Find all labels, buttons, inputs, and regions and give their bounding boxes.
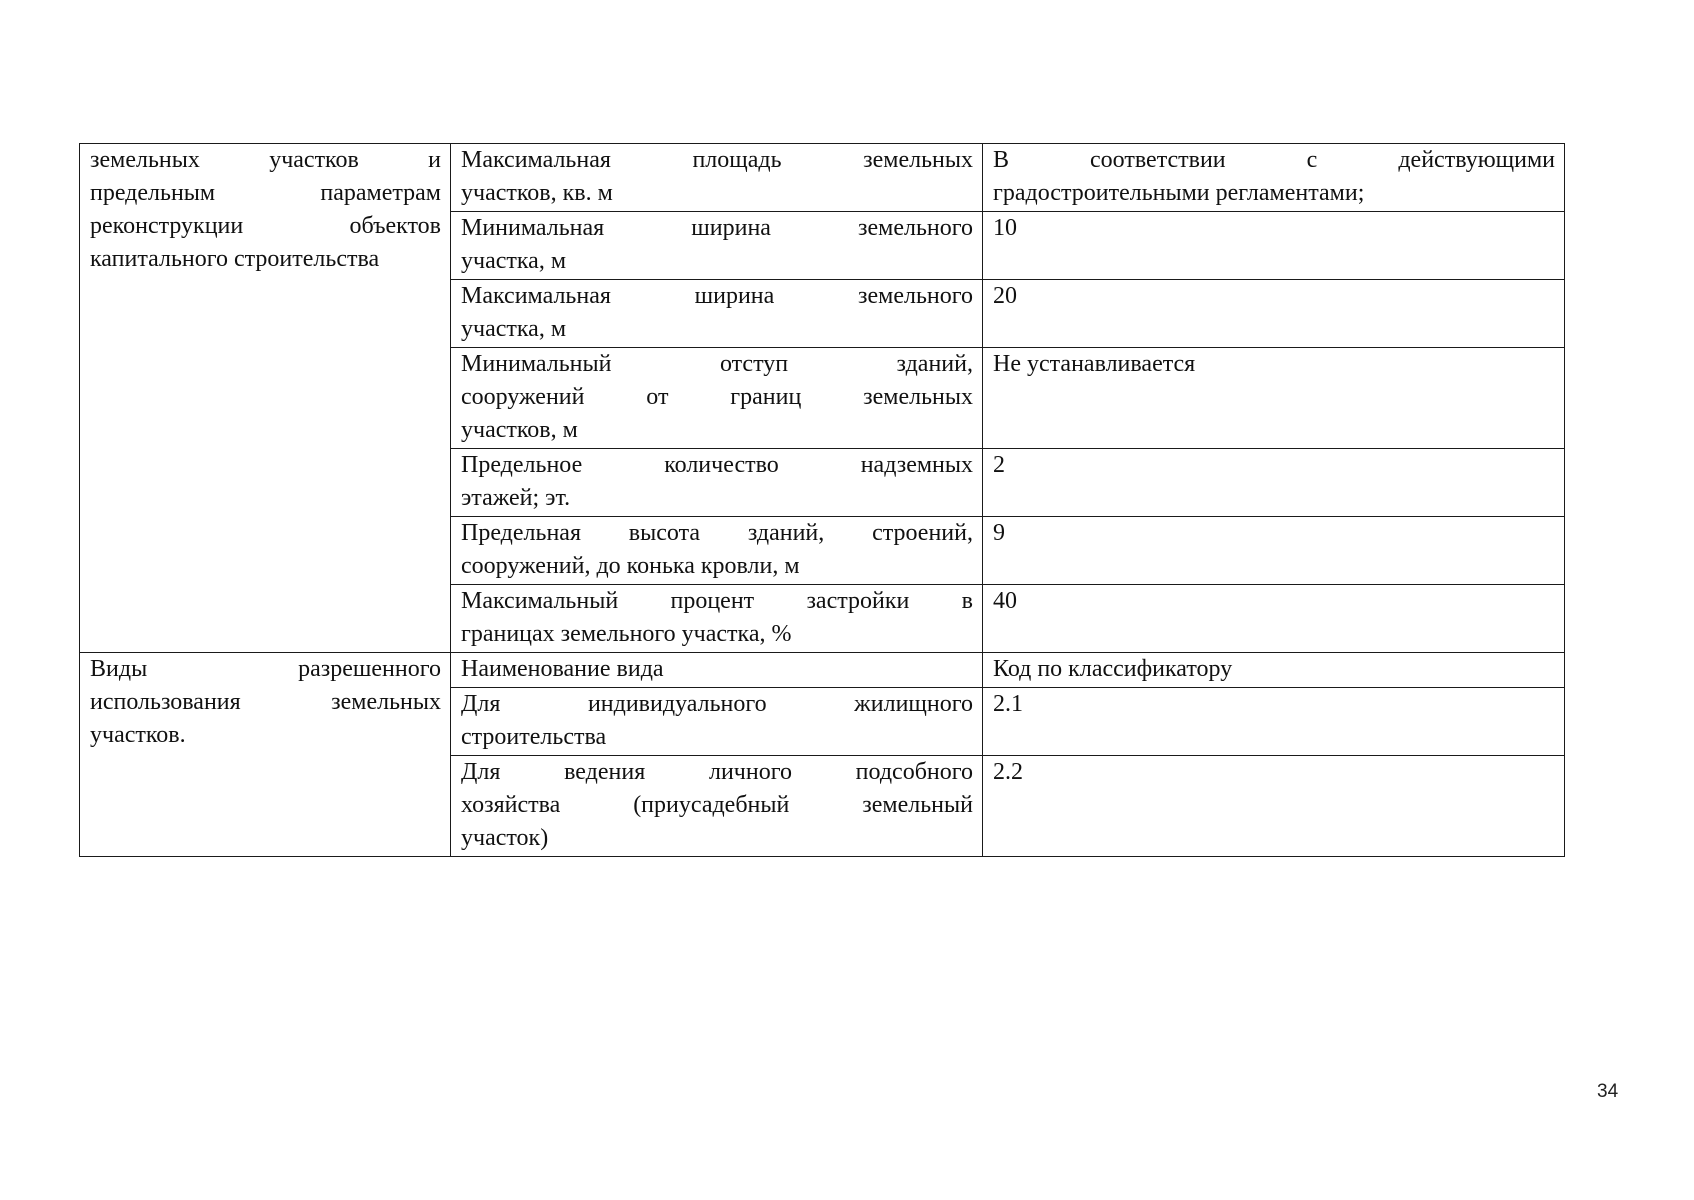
use-name-line: Для ведения личного подсобного — [461, 759, 973, 785]
use-name-line: строительства — [461, 724, 607, 750]
use-code-cell — [983, 688, 1565, 756]
heading-line: Виды разрешенного — [90, 656, 441, 682]
use-code: 2.2 — [993, 759, 1023, 785]
parameter-line: сооружений, до конька кровли, м — [461, 553, 800, 579]
header-label: Наименование вида — [461, 656, 664, 682]
parameter-line: участков, кв. м — [461, 180, 613, 206]
value-line: В соответствии с действующими — [993, 147, 1555, 173]
heading-line: реконструкции объектов — [90, 213, 441, 239]
use-code-cell — [983, 756, 1565, 857]
parameter-line: Предельная высота зданий, строений, — [461, 520, 973, 546]
value-line: Не устанавливается — [993, 351, 1196, 377]
use-name-line: Для индивидуального жилищного — [461, 691, 973, 717]
value-cell — [983, 517, 1565, 585]
parameter-line: Минимальная ширина земельного — [461, 215, 973, 241]
value-cell — [983, 449, 1565, 517]
value-cell — [983, 212, 1565, 280]
parameter-line: Предельное количество надземных — [461, 452, 973, 478]
parameter-line: участков, м — [461, 417, 578, 443]
section-heading-parameters — [80, 144, 451, 653]
page-number: 34 — [1597, 1081, 1619, 1102]
parameter-cell — [451, 449, 983, 517]
parameter-line: границах земельного участка, % — [461, 621, 792, 647]
use-name-line: участок) — [461, 825, 549, 851]
use-name-line: хозяйства (приусадебный земельный — [461, 792, 973, 818]
parameter-line: Максимальный процент застройки в — [461, 588, 973, 614]
heading-line: предельным параметрам — [90, 180, 441, 206]
zoning-parameters-table — [79, 143, 1565, 857]
value-cell — [983, 144, 1565, 212]
value-line: 9 — [993, 520, 1005, 546]
value-line: градостроительными регламентами; — [993, 180, 1365, 206]
use-code: 2.1 — [993, 691, 1023, 717]
parameter-line: сооружений от границ земельных — [461, 384, 973, 410]
parameter-line: участка, м — [461, 248, 566, 274]
table-row — [80, 144, 1565, 212]
use-name-cell — [451, 688, 983, 756]
parameter-cell — [451, 144, 983, 212]
heading-line: использования земельных — [90, 689, 441, 715]
parameter-cell — [451, 585, 983, 653]
section-heading-permitted-uses — [80, 653, 451, 857]
value-line: 20 — [993, 283, 1017, 309]
value-cell — [983, 585, 1565, 653]
parameter-line: участка, м — [461, 316, 566, 342]
parameter-line: Максимальная ширина земельного — [461, 283, 973, 309]
use-name-cell — [451, 756, 983, 857]
parameter-cell — [451, 280, 983, 348]
parameter-line: Максимальная площадь земельных — [461, 147, 973, 173]
parameter-cell — [451, 348, 983, 449]
heading-line: земельных участков и — [90, 147, 441, 173]
parameter-cell — [451, 212, 983, 280]
parameter-line: этажей; эт. — [461, 485, 571, 511]
value-cell — [983, 348, 1565, 449]
header-label: Код по классификатору — [993, 656, 1233, 682]
heading-line: капитального строительства — [90, 246, 380, 272]
parameter-line: Минимальный отступ зданий, — [461, 351, 973, 377]
column-header-name — [451, 653, 983, 688]
parameter-cell — [451, 517, 983, 585]
column-header-code — [983, 653, 1565, 688]
table-row — [80, 653, 1565, 688]
value-cell — [983, 280, 1565, 348]
value-line: 10 — [993, 215, 1017, 241]
value-line: 40 — [993, 588, 1017, 614]
heading-line: участков. — [90, 722, 186, 748]
value-line: 2 — [993, 452, 1005, 478]
